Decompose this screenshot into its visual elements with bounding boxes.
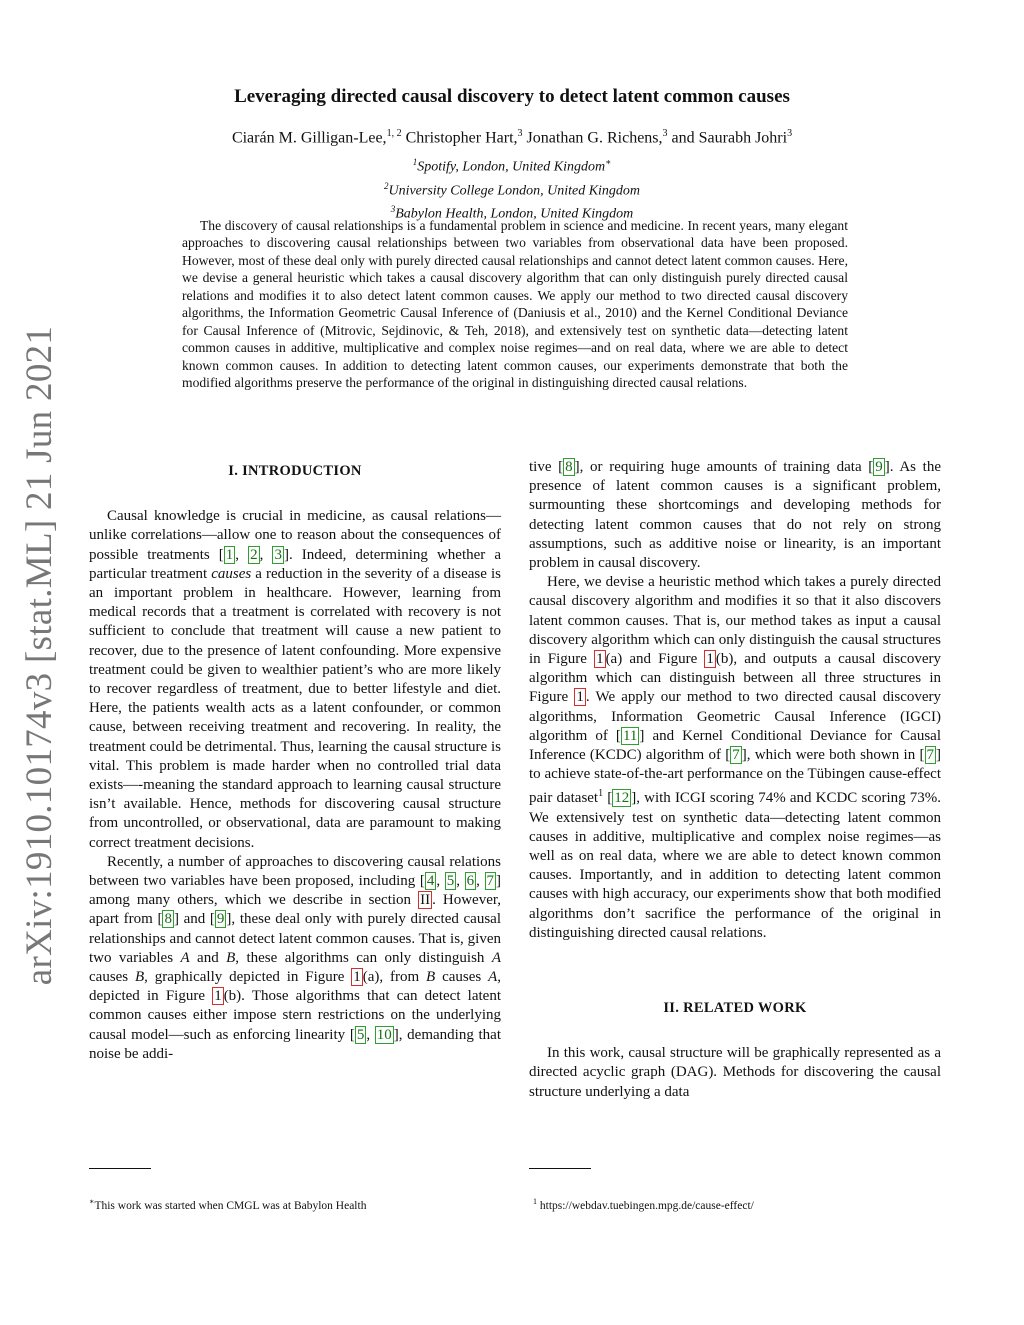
author-3: Jonathan G. Richens, xyxy=(522,129,663,147)
author-list xyxy=(0,128,1024,147)
section-heading-introduction: I. INTRODUCTION xyxy=(228,463,362,479)
author-1: Ciarán M. Gilligan-Lee, xyxy=(231,129,387,147)
paragraph: Recently, a number of approaches to discovering causal relations between two variables have been proposed, including [ 4 , 5 , 6 , 7 ] among many others, which we describe in section II . However, apart from [ 8 ] and [ 9 ], these deal only with purely directed causal relationships and cannot detect latent common causes. That is, given two variables A and B, these algorithms can only distinguish A causes B, graphically depicted in Figure 1 (a), from B causes A, depicted in Figure 1 (b). Those algorithms that can detect latent common causes either impose stern restrictions on the underlying causal model—such as enforcing linearity [ 5 , 10 ], demanding that noise be addi- xyxy=(89,853,502,1062)
arxiv-id: arXiv:1910.10174v3 [stat.ML] 21 Jun 2021 xyxy=(19,325,61,985)
citation-link[interactable]: 8 xyxy=(164,911,172,928)
citation-link[interactable]: 12 xyxy=(614,790,630,807)
footnote-marker[interactable]: 1 xyxy=(598,788,604,800)
affiliation-list xyxy=(0,153,1024,224)
footnote-rule xyxy=(529,1168,591,1169)
author-4-affil: 3 xyxy=(787,128,793,139)
citation-link[interactable]: 11 xyxy=(622,727,638,744)
citation-link[interactable]: 9 xyxy=(216,911,225,928)
footnote-rule xyxy=(89,1168,151,1169)
left-column xyxy=(89,458,501,1064)
affiliation-item: $^1$Spotify, London, United Kingdom∗ xyxy=(412,157,612,175)
author-3-affil: 3 xyxy=(662,128,668,139)
paragraph: Here, we devise a heuristic method which takes a purely directed causal discovery algorithm and modifies it so that it also discovers latent common causes. That is, our method takes as input a causal discovery algorithm which can only distinguish the causal structures in Figure 1 (a) and Figure 1 (b), and outputs a causal discovery algorithm which can distinguish between all three structures in Figure 1 . We apply our method to two directed causal discovery algorithms, Information Geometric Causal Inference (IGCI) algorithm of [ 11 ] and Kernel Conditional Deviance for Causal Inference (KCDC) algorithm of [ 7 ], which were both shown in [ 7 ] to achieve state-of-the-art performance on the Tübingen cause-effect pair dataset$^1$ [ 12 ], with ICGI scoring 74% and KCDC scoring 73%. We extensively test on synthetic data—detecting latent common causes in additive, multiplicative and complex noise regimes—as well as on real data, where we are able to detect known common causes. Importantly, and in addition to detecting latent common causes with high accuracy, our experiments show that both modified algorithms don’t sacrifice the performance of the original in distinguishing directed causal relations. xyxy=(529,574,942,941)
paragraph: Causal knowledge is crucial in medicine, as causal relations—unlike correlations—allow one to reason about the consequences of possible treatments [ 1 , 2 , 3 ]. Indeed, determining whether a particular treatment causes a reduction in the severity of a disease is an important problem in healthcare. However, learning from medical records that a treatment is correlated with recovery is not sufficient to conclude that treatment will cause a new patient to recover, due to the presence of latent confounding. More expensive treatment could be given to wealthier patient’s who are more likely to recover regardless of treatment, due to better lifestyle and diet. Here, the patients wealth acts as a latent confounder, or common cause, between receiving treatment and recovering. In reality, the treatment could be detrimental. Thus, learning the causal structure is vital. This problem is made harder when no controlled trial data exists—-meaning the standard approach to learning causal structure isn’t available. Hence, methods for discovering causal structure from uncontrolled, or observational, data are paramount to making correct treatment decisions. xyxy=(89,508,502,851)
figure-link[interactable]: 1 xyxy=(596,651,604,668)
section-link[interactable]: II xyxy=(420,892,431,909)
author-2-affil: 3 xyxy=(517,128,523,139)
citation-link[interactable]: 1 xyxy=(225,546,234,563)
affiliation-item: $^3$Babylon Health, London, United Kingdom xyxy=(390,204,634,222)
citation-link[interactable]: 5 xyxy=(446,873,455,890)
right-column xyxy=(529,458,941,1102)
citation-link[interactable]: 7 xyxy=(732,747,740,764)
section-heading-related-work: II. RELATED WORK xyxy=(663,1000,807,1017)
author-1-affil: 1, 2 xyxy=(386,128,402,139)
figure-link[interactable]: 1 xyxy=(706,651,714,668)
author-4: and Saurabh Johri xyxy=(667,129,788,147)
figure-link[interactable]: 1 xyxy=(353,969,361,986)
footnote-right: $^1$ https://webdav.tuebingen.mpg.de/cause-effect/ xyxy=(533,1197,754,1212)
footnote-left: ∗This work was started when CMGL was at Babylon Health xyxy=(89,1197,367,1212)
citation-link[interactable]: 2 xyxy=(250,546,258,563)
abstract: The discovery of causal relationships is a fundamental problem in science and medicine. In recent years, many elegant approaches to discovering causal relationships between two variables from observational data have been proposed. However, most of these deal only with purely directed causal relationships and cannot detect latent common causes. Here, we devise a general heuristic which takes a causal discovery algorithm that can only distinguish purely directed causal relations and modifies it to also detect latent common causes. We apply our method to two directed causal discovery algorithms, the Information Geometric Causal Inference of (Daniusis et al., 2010) and the Kernel Conditional Deviance for Causal Inference of (Mitrovic, Sejdinovic, & Teh, 2018), and extensively test on synthetic data—detecting latent common causes in additive, multiplicative and complex noise regimes—and on real data, where we are able to detect known common causes. In addition to detecting latent common causes, our experiments demonstrate that both the modified algorithms preserve the performance of the original in distinguishing directed causal relations. xyxy=(182,218,848,391)
citation-link[interactable]: 6 xyxy=(466,873,475,890)
figure-link[interactable]: 1 xyxy=(576,689,584,706)
paragraph: In this work, causal structure will be graphically represented as a directed acyclic graph (DAG). Methods for discovering the causal structure underlying a data xyxy=(529,1045,941,1100)
citation-link[interactable]: 8 xyxy=(565,459,573,475)
section-spacer xyxy=(529,943,941,995)
affiliation-item: $^2$University College London, United Kingdom xyxy=(383,180,641,199)
citation-link[interactable]: 9 xyxy=(875,459,883,475)
citation-link[interactable]: 4 xyxy=(426,873,435,890)
footnote-url[interactable]: https://webdav.tuebingen.mpg.de/cause-effect/ xyxy=(537,1199,754,1212)
paper-title: Leveraging directed causal discovery to detect latent common causes xyxy=(234,86,790,107)
citation-link[interactable]: 7 xyxy=(926,747,934,764)
citation-link[interactable]: 7 xyxy=(486,873,495,890)
arxiv-sidebar-stamp xyxy=(10,325,70,985)
author-2: Christopher Hart, xyxy=(401,129,518,147)
paragraph: tive [ 8 ], or requiring huge amounts of training data [ 9 ]. As the presence of latent common causes is a significant problem, surmounting these shortcomings and developing methods for detecting latent common causes that do not rely on strong assumptions, such as additive noise or linearity, is an important problem in causal discovery. xyxy=(529,459,941,572)
figure-link[interactable]: 1 xyxy=(214,988,222,1005)
citation-link[interactable]: 10 xyxy=(376,1026,392,1043)
citation-link[interactable]: 3 xyxy=(274,546,282,563)
citation-link[interactable]: 5 xyxy=(356,1026,365,1043)
